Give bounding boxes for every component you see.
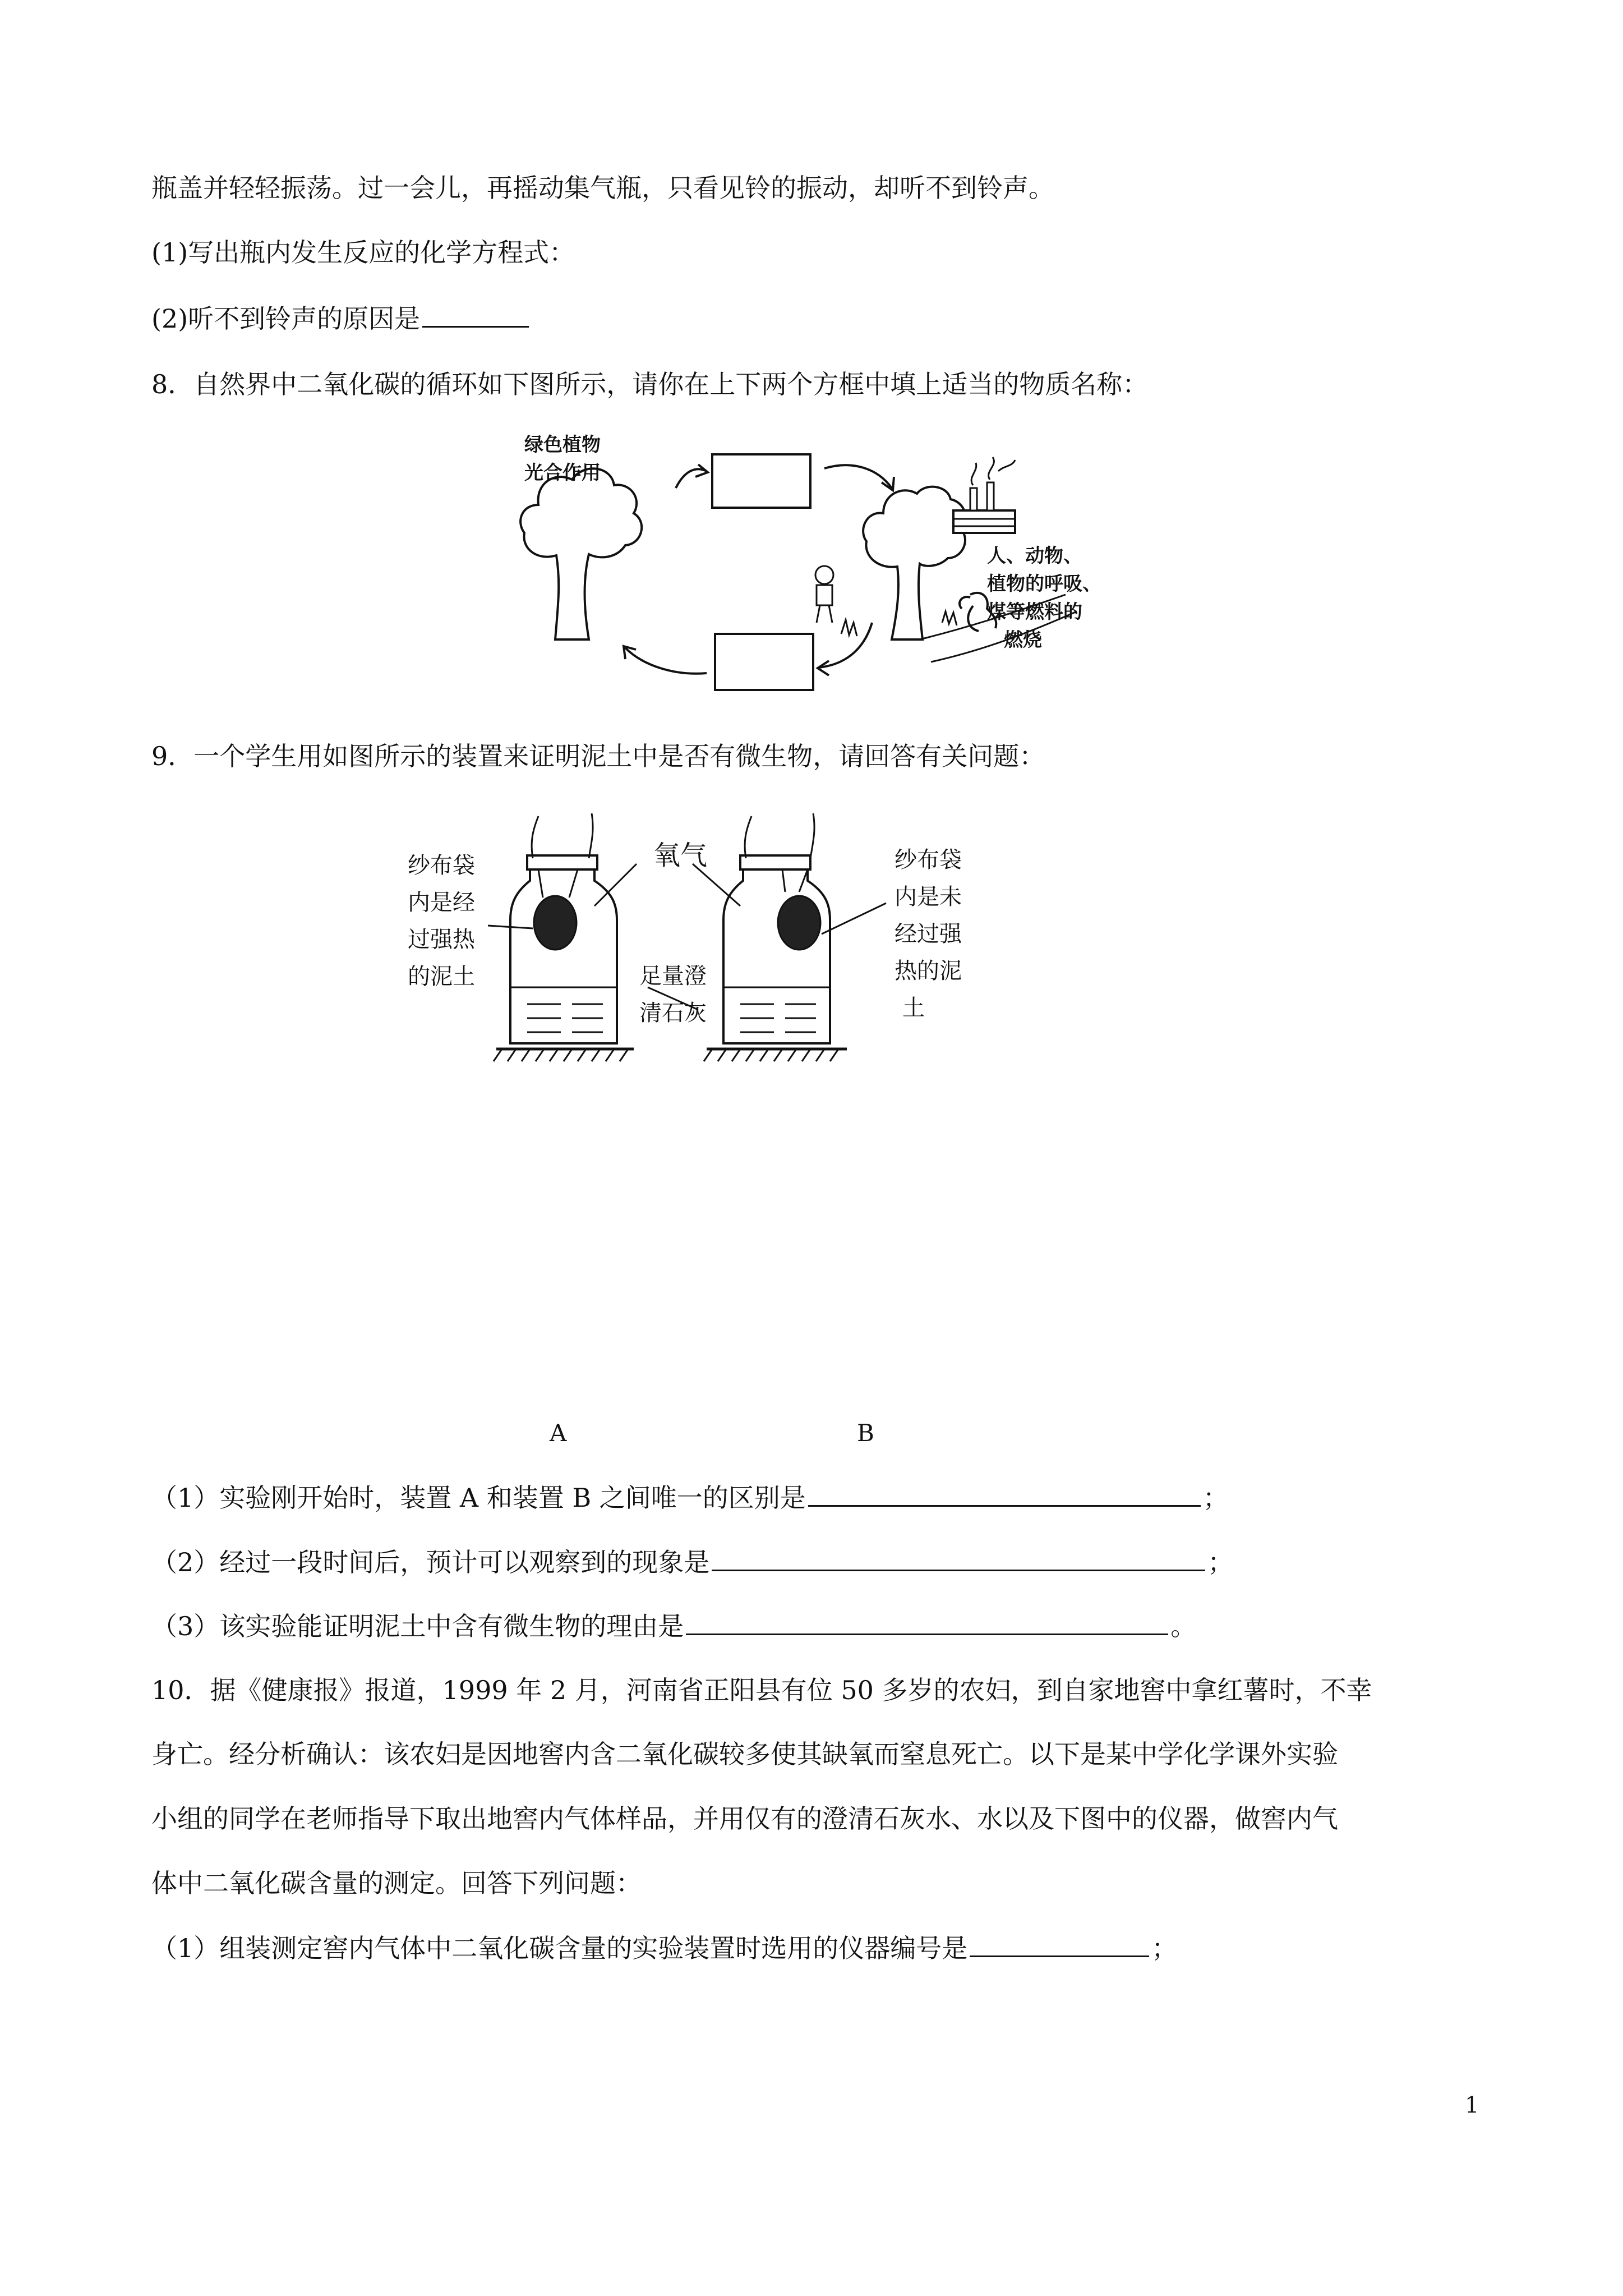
sub-question-2 <box>151 300 531 335</box>
label-text: 煤等燃料的 <box>987 601 1082 623</box>
label-text: 人、动物、 <box>987 545 1082 567</box>
question-9 <box>151 739 1045 773</box>
apparatus-label-b-text <box>895 844 962 1024</box>
question-text: 8．自然界中二氧化碳的循环如下图所示，请你在上下两个方框中填上适当的物质名称： <box>151 369 1149 399</box>
question-10-cont <box>151 1802 1338 1835</box>
label-text: 纱布袋 <box>408 853 475 878</box>
label-text: 内是未 <box>895 884 962 910</box>
apparatus-drawing <box>477 808 1150 1066</box>
question-10-cont <box>151 1866 642 1900</box>
page-number <box>1465 2092 1479 2118</box>
label-text: 过强热 <box>408 927 475 953</box>
question-text: 9．一个学生用如图所示的装置来证明泥土中是否有微生物，请回答有关问题： <box>151 741 1045 771</box>
apparatus-label-a-text <box>408 850 475 992</box>
question-text: (1)写出瓶内发生反应的化学方程式： <box>151 237 575 268</box>
question-8 <box>151 367 1148 401</box>
apparatus-b-caption <box>857 1418 874 1449</box>
page-number-text: 1 <box>1465 2092 1479 2118</box>
text-line <box>151 171 1054 205</box>
answer-blank[interactable] <box>712 1544 1205 1571</box>
answer-blank[interactable] <box>422 300 529 328</box>
question-9-part-2 <box>151 1544 1233 1579</box>
question-text: （2）经过一段时间后，预计可以观察到的现象是 <box>151 1547 710 1577</box>
answer-blank[interactable] <box>970 1930 1149 1957</box>
label-text: 足量澄 <box>639 963 707 989</box>
label-text: 氧气 <box>653 840 708 871</box>
label-text: 纱布袋 <box>895 847 962 873</box>
question-text: 10．据《健康报》报道，1999 年 2 月，河南省正阳县有位 50 多岁的农妇，到自家地窖中拿红薯时，不幸 <box>151 1675 1372 1705</box>
label-text: 光合作用 <box>524 462 601 484</box>
paragraph-text: 瓶盖并轻轻振荡。过一会儿，再摇动集气瓶，只看见铃的振动，却听不到铃声。 <box>151 173 1054 203</box>
punctuation: ； <box>1207 1547 1234 1577</box>
limewater-label <box>639 960 707 1029</box>
question-text: （1）实验刚开始时，装置 A 和装置 B 之间唯一的区别是 <box>151 1483 806 1513</box>
question-9-part-3 <box>151 1608 1196 1643</box>
cycle-label-left <box>524 431 601 487</box>
question-text: （1）组装测定窖内气体中二氧化碳含量的实验装置时选用的仪器编号是 <box>151 1933 968 1963</box>
question-10 <box>151 1673 1372 1707</box>
label-text: 燃烧 <box>1004 629 1042 651</box>
cycle-label-right <box>987 542 1101 654</box>
question-text: 身亡。经分析确认：该农妇是因地窖内含二氧化碳较多使其缺氧而窒息死亡。以下是某中学化学课外实验 <box>151 1739 1338 1769</box>
label-text: A <box>550 1419 567 1447</box>
question-text: （3）该实验能证明泥土中含有微生物的理由是 <box>151 1611 684 1641</box>
question-text: (2)听不到铃声的原因是 <box>151 303 421 334</box>
sub-question-1 <box>151 236 575 269</box>
label-text: 土 <box>902 995 925 1021</box>
apparatus-a-caption <box>550 1418 566 1449</box>
answer-blank[interactable] <box>686 1608 1168 1635</box>
question-text: 小组的同学在老师指导下取出地窖内气体样品，并用仅有的澄清石灰水、水以及下图中的仪器，做窖内气 <box>151 1803 1338 1834</box>
answer-blank[interactable] <box>808 1479 1201 1507</box>
label-text: 植物的呼吸、 <box>987 573 1101 595</box>
question-text: 体中二氧化碳含量的测定。回答下列问题： <box>151 1868 642 1898</box>
label-text: 绿色植物 <box>524 434 601 456</box>
label-text: 经过强 <box>895 921 962 947</box>
label-text: 内是经 <box>408 890 475 915</box>
label-text: 清石灰 <box>639 1000 707 1026</box>
question-10-cont <box>151 1737 1338 1771</box>
label-text: 的泥土 <box>408 964 475 990</box>
question-9-part-1 <box>151 1479 1229 1515</box>
punctuation: ； <box>1202 1483 1229 1513</box>
label-text: B <box>857 1419 874 1447</box>
punctuation: ； <box>1151 1933 1178 1963</box>
punctuation: 。 <box>1170 1611 1197 1641</box>
oxygen-label <box>653 840 707 871</box>
question-10-part-1 <box>151 1930 1177 1965</box>
label-text: 热的泥 <box>895 958 962 984</box>
